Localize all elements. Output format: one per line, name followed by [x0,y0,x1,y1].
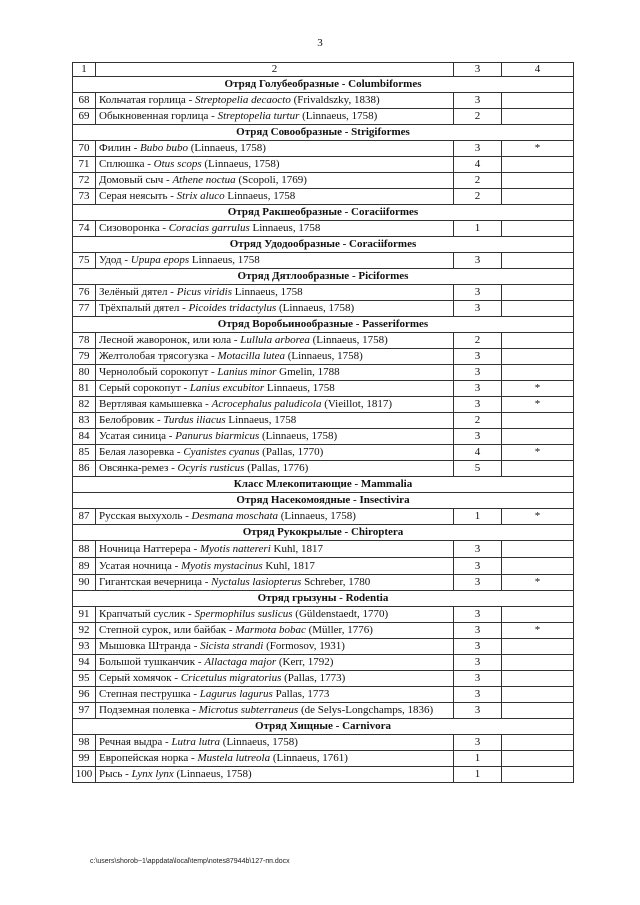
species-russian-name: Трёхпалый дятел [99,302,180,314]
section-heading-row [73,205,574,221]
section-heading-row [73,317,574,333]
row-number: 82 [73,397,96,413]
species-russian-name: Серая неясыть [99,190,168,202]
species-russian-name: Зелёный дятел [99,286,168,298]
table-row [73,461,574,477]
status-category: 3 [454,285,502,301]
table-row [73,445,574,461]
species-latin-name: Cricetulus migratorius [180,672,282,684]
table-row [73,253,574,269]
status-category: 3 [454,541,502,558]
priority-mark [502,687,574,703]
section-heading: Отряд Удодообразные - Coraciiformes [73,237,574,253]
row-number: 79 [73,349,96,365]
species-latin-name: Picus viridis [176,286,232,298]
species-russian-name: Сизоворонка [99,222,160,234]
species-authority: (Linnaeus, 1758) [276,302,355,314]
species-latin-name: Spermophilus suslicus [194,608,293,620]
species-cell: Серая неясыть - Strix aluco Linnaeus, 1758 [96,189,454,205]
status-category: 3 [454,301,502,317]
status-category: 5 [454,461,502,477]
species-authority: (Linnaeus, 1758) [220,736,298,748]
table-row [73,141,574,157]
table-row [73,429,574,445]
row-number: 76 [73,285,96,301]
row-number: 87 [73,509,96,525]
row-number: 74 [73,221,96,237]
species-cell: Мышовка Штранда - Sicista strandi (Formosov, 1931) [96,639,454,655]
species-latin-name: Marmota bobac [235,624,306,636]
species-russian-name: Усатая синица [99,430,167,442]
status-category: 4 [454,445,502,461]
species-authority: Kuhl, 1817 [270,543,323,555]
priority-mark [502,655,574,671]
table-row [73,558,574,575]
priority-mark [502,671,574,687]
priority-mark [502,767,574,783]
species-russian-name: Серый сорокопут [99,382,181,394]
priority-mark [502,607,574,623]
species-russian-name: Удод [99,254,122,266]
species-cell: Удод - Upupa epops Linnaeus, 1758 [96,253,454,269]
table-row [73,221,574,237]
species-latin-name: Nyctalus lasiopterus [211,576,302,588]
species-latin-name: Otus scops [153,158,202,170]
status-category: 3 [454,429,502,445]
species-authority: (Linnaeus, 1758) [278,510,356,522]
table-row [73,541,574,558]
row-number: 96 [73,687,96,703]
species-russian-name: Обыкновенная горлица [99,110,209,122]
table-row [73,397,574,413]
row-number: 71 [73,157,96,173]
species-authority: (de Selys-Longchamps, 1836) [298,704,434,716]
species-authority: (Linnaeus, 1758) [173,768,252,780]
species-authority: Kuhl, 1817 [262,560,315,572]
species-latin-name: Lanius excubitor [189,382,265,394]
row-number: 95 [73,671,96,687]
row-number: 81 [73,381,96,397]
species-russian-name: Мышовка Штранда [99,640,191,652]
species-authority: (Pallas, 1773) [281,672,346,684]
species-authority: Linnaeus, 1758 [224,190,296,202]
row-number: 92 [73,623,96,639]
species-cell: Вертлявая камышевка - Acrocephalus paludicola (Vieillot, 1817) [96,397,454,413]
section-heading: Отряд Голубеобразные - Columbiformes [73,77,574,93]
status-category: 1 [454,509,502,525]
species-cell: Русская выхухоль - Desmana moschata (Linnaeus, 1758) [96,509,454,525]
status-category: 3 [454,141,502,157]
status-category: 3 [454,575,502,591]
status-category: 3 [454,735,502,751]
priority-mark: * [502,397,574,413]
status-category: 2 [454,333,502,349]
species-russian-name: Усатая ночница [99,560,172,572]
status-category: 3 [454,381,502,397]
species-cell: Серый сорокопут - Lanius excubitor Linnaeus, 1758 [96,381,454,397]
species-cell: Домовый сыч - Athene noctua (Scopoli, 1769) [96,173,454,189]
priority-mark [502,735,574,751]
status-category: 3 [454,687,502,703]
row-number: 85 [73,445,96,461]
table-row [73,509,574,525]
species-russian-name: Большой тушканчик [99,656,196,668]
table-row [73,607,574,623]
species-cell: Крапчатый суслик - Spermophilus suslicus (Güldenstaedt, 1770) [96,607,454,623]
priority-mark [502,751,574,767]
status-category: 3 [454,703,502,719]
section-heading-row [73,477,574,493]
species-authority: (Formosov, 1931) [263,640,345,652]
species-cell: Рысь - Lynx lynx (Linnaeus, 1758) [96,767,454,783]
priority-mark [502,221,574,237]
species-russian-name: Чернолобый сорокопут [99,366,209,378]
species-russian-name: Сплюшка [99,158,145,170]
status-category: 3 [454,639,502,655]
priority-mark: * [502,445,574,461]
species-russian-name: Степная пеструшка [99,688,191,700]
section-heading-row [73,591,574,607]
priority-mark [502,541,574,558]
status-category: 3 [454,349,502,365]
species-authority: (Kerr, 1792) [276,656,334,668]
table-row [73,413,574,429]
species-authority: (Scopoli, 1769) [235,174,307,186]
table-row [73,93,574,109]
priority-mark [502,639,574,655]
status-category: 3 [454,365,502,381]
species-authority: Gmelin, 1788 [276,366,340,378]
row-number: 68 [73,93,96,109]
row-number: 72 [73,173,96,189]
species-cell: Сплюшка - Otus scops (Linnaeus, 1758) [96,157,454,173]
species-russian-name: Гигантская вечерница [99,576,202,588]
species-authority: Pallas, 1773 [272,688,330,700]
species-cell: Степная пеструшка - Lagurus lagurus Pallas, 1773 [96,687,454,703]
priority-mark [502,349,574,365]
status-category: 1 [454,751,502,767]
species-russian-name: Вертлявая камышевка [99,398,203,410]
species-latin-name: Athene noctua [172,174,236,186]
priority-mark [502,93,574,109]
species-latin-name: Motacilla lutea [217,350,285,362]
species-authority: Linnaeus, 1758 [264,382,335,394]
section-heading-row [73,493,574,509]
priority-mark [502,365,574,381]
section-heading-row [73,237,574,253]
species-latin-name: Lutra lutra [171,736,221,748]
species-russian-name: Кольчатая горлица [99,94,186,106]
species-russian-name: Рысь [99,768,123,780]
priority-mark [502,301,574,317]
species-latin-name: Mustela lutreola [197,752,271,764]
priority-mark [502,703,574,719]
species-cell: Подземная полевка - Microtus subterraneus (de Selys-Longchamps, 1836) [96,703,454,719]
species-cell: Сизоворонка - Coracias garrulus Linnaeus, 1758 [96,221,454,237]
row-number: 84 [73,429,96,445]
species-latin-name: Picoides tridactylus [188,302,277,314]
species-authority: (Güldenstaedt, 1770) [292,608,389,620]
species-authority: (Müller, 1776) [305,624,373,636]
status-category: 3 [454,655,502,671]
species-cell: Большой тушканчик - Allactaga major (Kerr, 1792) [96,655,454,671]
species-latin-name: Streptopelia turtur [217,110,300,122]
status-category: 2 [454,109,502,125]
row-number: 69 [73,109,96,125]
priority-mark [502,285,574,301]
species-russian-name: Крапчатый суслик [99,608,186,620]
row-number: 94 [73,655,96,671]
table-row [73,703,574,719]
section-heading: Отряд Рукокрылые - Chiroptera [73,525,574,541]
species-latin-name: Streptopelia decaocto [195,94,291,106]
row-number: 86 [73,461,96,477]
status-category: 1 [454,221,502,237]
status-category: 2 [454,173,502,189]
priority-mark [502,157,574,173]
priority-mark [502,109,574,125]
row-number: 91 [73,607,96,623]
row-number: 90 [73,575,96,591]
status-category: 3 [454,623,502,639]
species-latin-name: Desmana moschata [191,510,278,522]
priority-mark: * [502,623,574,639]
row-number: 100 [73,767,96,783]
table-row [73,639,574,655]
species-cell: Серый хомячок - Cricetulus migratorius (Pallas, 1773) [96,671,454,687]
species-latin-name: Coracias garrulus [168,222,250,234]
species-latin-name: Lagurus lagurus [199,688,273,700]
species-latin-name: Upupa epops [130,254,190,266]
table-row [73,655,574,671]
row-number: 99 [73,751,96,767]
page-number: 3 [317,37,323,49]
species-latin-name: Allactaga major [204,656,277,668]
species-latin-name: Panurus biarmicus [175,430,260,442]
status-category: 2 [454,413,502,429]
priority-mark [502,173,574,189]
priority-mark: * [502,141,574,157]
species-cell: Овсянка-ремез - Ocyris rusticus (Pallas, 1776) [96,461,454,477]
species-authority: (Pallas, 1776) [244,462,309,474]
row-number: 75 [73,253,96,269]
species-latin-name: Lullula arborea [240,334,310,346]
table-row [73,365,574,381]
section-heading: Отряд Ракшеобразные - Coraciiformes [73,205,574,221]
species-cell: Филин - Bubo bubo (Linnaeus, 1758) [96,141,454,157]
file-path-footer: c:\users\shorob~1\appdata\local\temp\notes87944b\127-пп.docx [90,858,290,865]
species-cell: Зелёный дятел - Picus viridis Linnaeus, 1758 [96,285,454,301]
table-row [73,333,574,349]
species-latin-name: Strix aluco [176,190,225,202]
species-cell: Чернолобый сорокопут - Lanius minor Gmelin, 1788 [96,365,454,381]
table-header-row [73,63,574,77]
section-heading-row [73,525,574,541]
status-category: 2 [454,189,502,205]
species-latin-name: Bubo bubo [140,142,188,154]
section-heading-row [73,719,574,735]
species-russian-name: Степной сурок, или байбак [99,624,227,636]
species-russian-name: Желтолобая трясогузка [99,350,209,362]
species-cell: Желтолобая трясогузка - Motacilla lutea (Linnaeus, 1758) [96,349,454,365]
status-category: 3 [454,397,502,413]
section-heading: Класс Млекопитающие - Mammalia [73,477,574,493]
species-authority: Linnaeus, 1758 [232,286,303,298]
priority-mark [502,429,574,445]
section-heading-row [73,269,574,285]
table-row [73,285,574,301]
table-row [73,751,574,767]
header-col-3: 3 [454,63,502,77]
header-col-2: 2 [96,63,454,77]
species-cell: Лесной жаворонок, или юла - Lullula arborea (Linnaeus, 1758) [96,333,454,349]
row-number: 98 [73,735,96,751]
species-authority: (Linnaeus, 1758) [284,350,363,362]
species-cell: Кольчатая горлица - Streptopelia decaocto (Frivaldszky, 1838) [96,93,454,109]
species-authority: (Linnaeus, 1758) [299,110,378,122]
priority-mark [502,253,574,269]
status-category: 3 [454,607,502,623]
species-cell: Степной сурок, или байбак - Marmota bobac (Müller, 1776) [96,623,454,639]
row-number: 80 [73,365,96,381]
row-number: 78 [73,333,96,349]
row-number: 89 [73,558,96,575]
priority-mark [502,333,574,349]
row-number: 88 [73,541,96,558]
species-cell: Ночница Наттерера - Myotis nattereri Kuhl, 1817 [96,541,454,558]
status-category: 3 [454,558,502,575]
species-russian-name: Белобровик [99,414,155,426]
species-authority: (Frivaldszky, 1838) [290,94,380,106]
species-cell: Обыкновенная горлица - Streptopelia turtur (Linnaeus, 1758) [96,109,454,125]
species-authority: Linnaeus, 1758 [189,254,260,266]
priority-mark [502,558,574,575]
table-row [73,301,574,317]
table-row [73,173,574,189]
species-authority: (Linnaeus, 1761) [270,752,348,764]
row-number: 73 [73,189,96,205]
species-cell: Гигантская вечерница - Nyctalus lasiopterus Schreber, 1780 [96,575,454,591]
species-russian-name: Филин [99,142,131,154]
species-authority: (Linnaeus, 1758) [309,334,388,346]
species-authority: Schreber, 1780 [301,576,371,588]
species-latin-name: Microtus subterraneus [198,704,299,716]
species-russian-name: Белая лазоревка [99,446,175,458]
species-russian-name: Подземная полевка [99,704,190,716]
species-russian-name: Европейская норка [99,752,189,764]
species-authority: Linnaeus, 1758 [225,414,297,426]
species-cell: Европейская норка - Mustela lutreola (Linnaeus, 1761) [96,751,454,767]
species-authority: Linnaeus, 1758 [249,222,321,234]
section-heading-row [73,77,574,93]
species-russian-name: Русская выхухоль [99,510,183,522]
row-number: 83 [73,413,96,429]
species-authority: (Linnaeus, 1758) [259,430,338,442]
species-cell: Белая лазоревка - Cyanistes cyanus (Pallas, 1770) [96,445,454,461]
species-latin-name: Turdus iliacus [163,414,226,426]
priority-mark: * [502,575,574,591]
section-heading: Отряд грызуны - Rodentia [73,591,574,607]
section-heading: Отряд Воробьинообразные - Passeriformes [73,317,574,333]
table-row [73,189,574,205]
row-number: 77 [73,301,96,317]
species-latin-name: Sicista strandi [200,640,264,652]
header-col-1: 1 [73,63,96,77]
table-row [73,687,574,703]
species-authority: (Linnaeus, 1758) [201,158,280,170]
table-row [73,623,574,639]
row-number: 70 [73,141,96,157]
species-latin-name: Acrocephalus paludicola [211,398,322,410]
priority-mark: * [502,381,574,397]
species-russian-name: Домовый сыч [99,174,164,186]
table-row [73,671,574,687]
species-latin-name: Lynx lynx [131,768,174,780]
table-row [73,349,574,365]
species-cell: Речная выдра - Lutra lutra (Linnaeus, 1758) [96,735,454,751]
table-row [73,157,574,173]
species-russian-name: Речная выдра [99,736,163,748]
priority-mark: * [502,509,574,525]
species-cell: Белобровик - Turdus iliacus Linnaeus, 1758 [96,413,454,429]
row-number: 93 [73,639,96,655]
status-category: 3 [454,93,502,109]
status-category: 4 [454,157,502,173]
table-row [73,575,574,591]
priority-mark [502,413,574,429]
row-number: 97 [73,703,96,719]
species-cell: Усатая ночница - Myotis mystacinus Kuhl, 1817 [96,558,454,575]
table-row [73,767,574,783]
species-cell: Усатая синица - Panurus biarmicus (Linnaeus, 1758) [96,429,454,445]
priority-mark [502,461,574,477]
species-russian-name: Лесной жаворонок, или юла [99,334,232,346]
section-heading-row [73,125,574,141]
status-category: 1 [454,767,502,783]
section-heading: Отряд Дятлообразные - Piciformes [73,269,574,285]
species-russian-name: Ночница Наттерера [99,543,191,555]
section-heading: Отряд Хищные - Carnivora [73,719,574,735]
species-latin-name: Myotis nattereri [199,543,271,555]
status-category: 3 [454,671,502,687]
species-authority: (Vieillot, 1817) [321,398,393,410]
species-authority: (Pallas, 1770) [259,446,324,458]
species-latin-name: Cyanistes cyanus [183,446,260,458]
table-row [73,735,574,751]
status-category: 3 [454,253,502,269]
species-russian-name: Серый хомячок [99,672,172,684]
species-latin-name: Ocyris rusticus [177,462,245,474]
header-col-4: 4 [502,63,574,77]
species-latin-name: Lanius minor [217,366,277,378]
species-table [72,62,574,783]
priority-mark [502,189,574,205]
species-authority: (Linnaeus, 1758) [188,142,266,154]
section-heading: Отряд Совообразные - Strigiformes [73,125,574,141]
table-row [73,109,574,125]
species-russian-name: Овсянка-ремез [99,462,169,474]
table-row [73,381,574,397]
species-latin-name: Myotis mystacinus [181,560,263,572]
species-cell: Трёхпалый дятел - Picoides tridactylus (Linnaeus, 1758) [96,301,454,317]
section-heading: Отряд Насекомоядные - Insectivira [73,493,574,509]
